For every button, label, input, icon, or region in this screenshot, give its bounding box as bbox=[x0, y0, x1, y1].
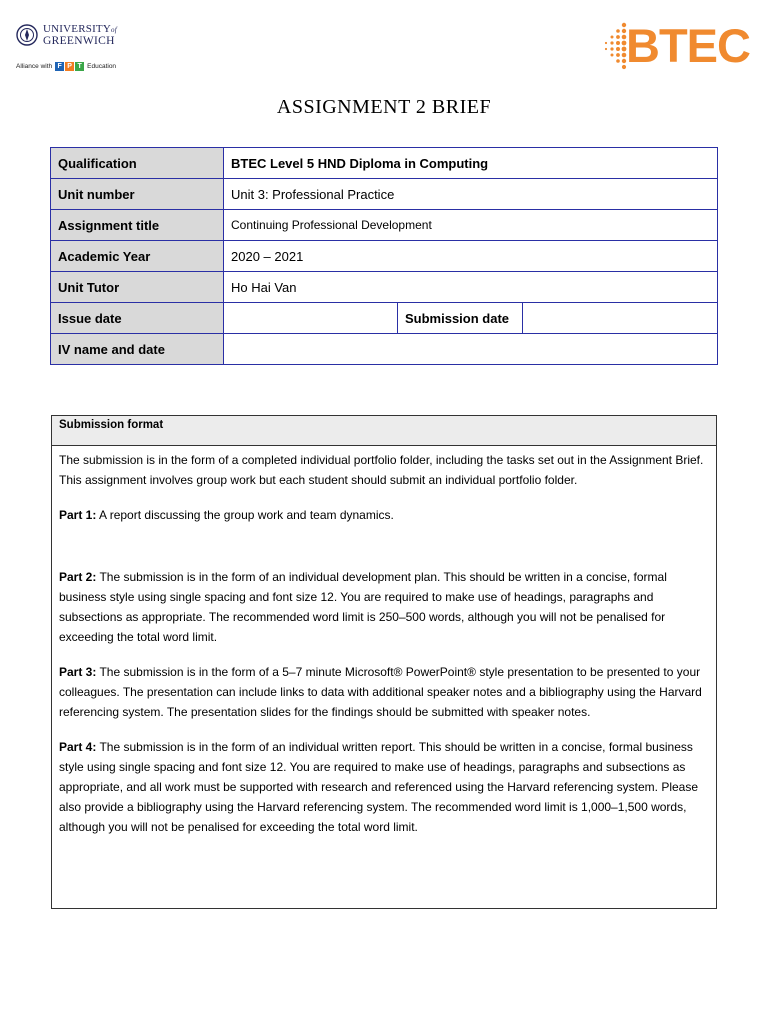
fpt-letter-p: P bbox=[65, 62, 74, 71]
university-of-greenwich-logo bbox=[16, 22, 136, 78]
unit-number-value: Unit 3: Professional Practice bbox=[224, 179, 718, 210]
university-name bbox=[43, 24, 117, 47]
part-1-paragraph bbox=[59, 505, 709, 525]
part-2-label: Part 2: bbox=[59, 570, 97, 584]
row-qualification bbox=[51, 148, 718, 179]
part-4-label: Part 4: bbox=[59, 740, 97, 754]
row-unit-number bbox=[51, 179, 718, 210]
assignment-title-value: Continuing Professional Development bbox=[224, 210, 718, 241]
assignment-title-label: Assignment title bbox=[51, 210, 224, 241]
academic-year-value: 2020 – 2021 bbox=[224, 241, 718, 272]
issue-date-value bbox=[224, 303, 398, 334]
fpt-logo bbox=[55, 62, 84, 71]
university-line2: GREENWICH bbox=[43, 35, 115, 47]
submission-format-box bbox=[51, 415, 717, 909]
submission-intro: The submission is in the form of a completed individual portfolio folder, including the tasks set out in the Assignment Brief. This assignment involves group work but each student should submit an individual portfolio folder. bbox=[59, 453, 704, 487]
unit-number-label: Unit number bbox=[51, 179, 224, 210]
iv-name-date-value bbox=[224, 334, 718, 365]
btec-logo bbox=[602, 20, 757, 74]
part-1-label: Part 1: bbox=[59, 508, 97, 522]
page-title: ASSIGNMENT 2 BRIEF bbox=[276, 96, 492, 118]
alliance-prefix: Alliance with bbox=[16, 63, 53, 70]
alliance-line bbox=[16, 62, 116, 71]
btec-logo-text: BTEC bbox=[626, 19, 750, 72]
part-2-paragraph bbox=[59, 567, 709, 647]
fpt-letter-t: T bbox=[75, 62, 84, 71]
qualification-label: Qualification bbox=[51, 148, 224, 179]
part-2-text: The submission is in the form of an individual development plan. This should be written in a concise, formal business style using single spacing and font size 12. You are required to make use of headings, paragraphs and subsections as appropriate. The recommended word limit is 250–500 words, although you will not be penalised for exceeding the total word limit. bbox=[59, 570, 667, 644]
academic-year-label: Academic Year bbox=[51, 241, 224, 272]
row-dates bbox=[51, 303, 718, 334]
submission-format-body bbox=[52, 446, 716, 837]
issue-date-label: Issue date bbox=[51, 303, 224, 334]
part-1-text: A report discussing the group work and team dynamics. bbox=[96, 508, 394, 522]
assignment-info-table bbox=[50, 147, 718, 365]
university-of: of bbox=[111, 26, 117, 34]
unit-tutor-value: Ho Hai Van bbox=[224, 272, 718, 303]
university-line1: UNIVERSITY bbox=[43, 23, 111, 35]
row-assignment-title bbox=[51, 210, 718, 241]
unit-tutor-label: Unit Tutor bbox=[51, 272, 224, 303]
submission-format-heading: Submission format bbox=[52, 416, 716, 446]
part-3-label: Part 3: bbox=[59, 665, 97, 679]
submission-date-value bbox=[523, 303, 718, 334]
submission-date-label: Submission date bbox=[398, 303, 523, 334]
qualification-value: BTEC Level 5 HND Diploma in Computing bbox=[224, 148, 718, 179]
crest-icon bbox=[16, 24, 38, 46]
iv-name-date-label: IV name and date bbox=[51, 334, 224, 365]
part-4-paragraph bbox=[59, 737, 709, 837]
part-3-paragraph bbox=[59, 662, 709, 722]
part-3-text: The submission is in the form of a 5–7 minute Microsoft® PowerPoint® style presentation to be presented to your colleagues. The presentation can include links to data with additional speaker notes and a bibliography using the Harvard referencing system. The presentation slides for the findings should be submitted with speaker notes. bbox=[59, 665, 702, 719]
row-academic-year bbox=[51, 241, 718, 272]
fpt-letter-f: F bbox=[55, 62, 64, 71]
alliance-suffix: Education bbox=[87, 63, 117, 70]
row-unit-tutor bbox=[51, 272, 718, 303]
part-4-text: The submission is in the form of an individual written report. This should be written in a concise, formal business style using single spacing and font size 12. You are required to make use of headings, paragraphs and subsections as appropriate, and all work must be supported with research and referenced using the Harvard referencing system. Please also provide a bibliography using the Harvard referencing system. The recommended word limit is 1,000–1,500 words, although you will not be penalised for exceeding the total word limit. bbox=[59, 740, 699, 834]
row-iv-name-date bbox=[51, 334, 718, 365]
